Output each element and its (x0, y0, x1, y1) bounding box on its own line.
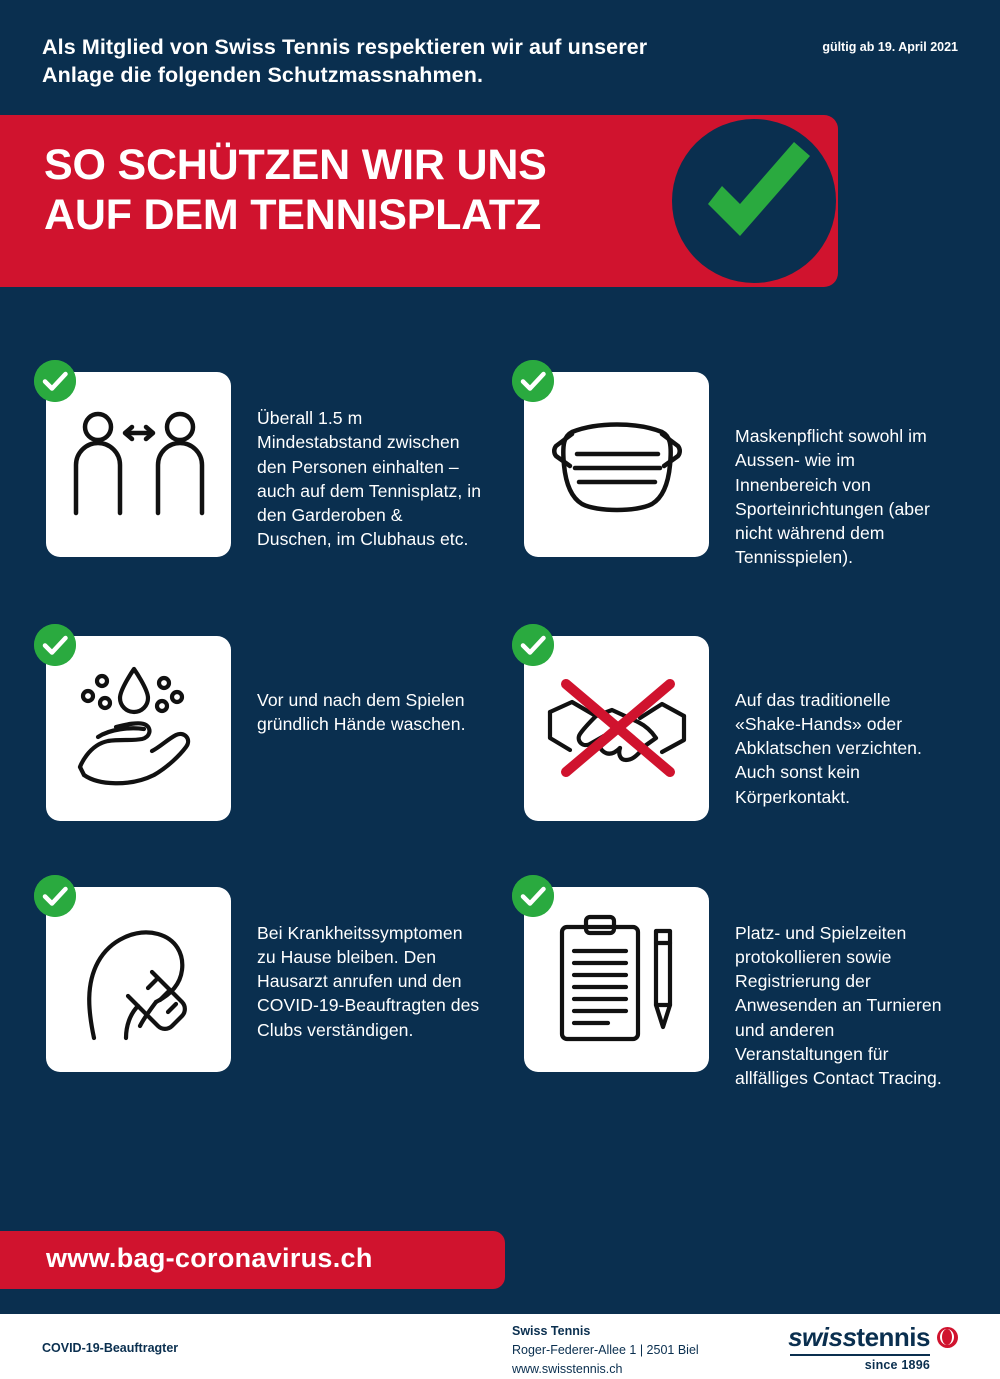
measure-item (524, 636, 962, 821)
measure-text: Platz- und Spielzeiten protokollieren sowie Registrierung der Anwesenden an Turnieren und anderen Veranstaltungen für allfälliges Contact Tracing. (735, 922, 942, 1089)
check-badge-icon (34, 624, 76, 666)
measure-item (46, 636, 484, 821)
logo-wordmark (788, 1322, 958, 1353)
check-mark-icon (686, 130, 826, 270)
intro-text: Als Mitglied von Swiss Tennis respektieren wir auf unserer Anlage die folgenden Schutzmassnahmen. (42, 35, 648, 87)
covid-officer-label: COVID-19-Beauftragter (42, 1341, 179, 1355)
footer-website[interactable]: www.swisstennis.ch (512, 1361, 623, 1376)
footer-contact (512, 1322, 699, 1378)
logo-since-text: since 1896 (864, 1358, 930, 1372)
logo-tennis-text: tennis (856, 1322, 930, 1352)
check-badge-icon (34, 360, 76, 402)
measure-item (46, 887, 484, 1091)
measure-text: Vor und nach dem Spielen gründlich Hände waschen. (257, 689, 466, 734)
check-badge-icon (512, 360, 554, 402)
measure-text: Bei Krankheitssymptomen zu Hause bleiben. Den Hausarzt anrufen und den COVID-19-Beauftragten des Clubs verständigen. (257, 922, 480, 1040)
bag-coronavirus-link[interactable]: www.bag-coronavirus.ch (46, 1243, 373, 1273)
logo-divider (790, 1354, 930, 1356)
measure-text: Auf das traditionelle «Shake-Hands» oder Abklatschen verzichten. Auch sonst kein Körperkontakt. (735, 689, 922, 807)
measure-item (524, 372, 962, 570)
page-title (44, 140, 684, 241)
title-line-2: AUF DEM TENNISPLATZ (44, 191, 542, 240)
check-badge-icon (512, 624, 554, 666)
footer-address: Roger-Federer-Allee 1 | 2501 Biel (512, 1342, 699, 1357)
check-badge-icon (34, 875, 76, 917)
tennis-ball-icon (937, 1327, 958, 1348)
measure-text: Überall 1.5 m Mindestabstand zwischen den Personen einhalten – auch auf dem Tennisplatz, in den Garderoben & Duschen, im Clubhaus etc. (257, 408, 482, 550)
swiss-tennis-logo (788, 1322, 958, 1372)
measure-item (524, 887, 962, 1091)
measure-text: Maskenpflicht sowohl im Aussen- wie im Innenbereich von Sporteinrichtungen (aber nicht während dem Tennisspielen). (735, 426, 930, 568)
measure-item (46, 372, 484, 570)
title-line-1: SO SCHÜTZEN WIR UNS (44, 141, 547, 189)
validity-date: gültig ab 19. April 2021 (822, 40, 958, 54)
footer-org-name: Swiss Tennis (512, 1324, 591, 1338)
logo-swiss-text: swiss (788, 1322, 857, 1352)
measures-grid (46, 372, 962, 1090)
check-badge-icon (512, 875, 554, 917)
